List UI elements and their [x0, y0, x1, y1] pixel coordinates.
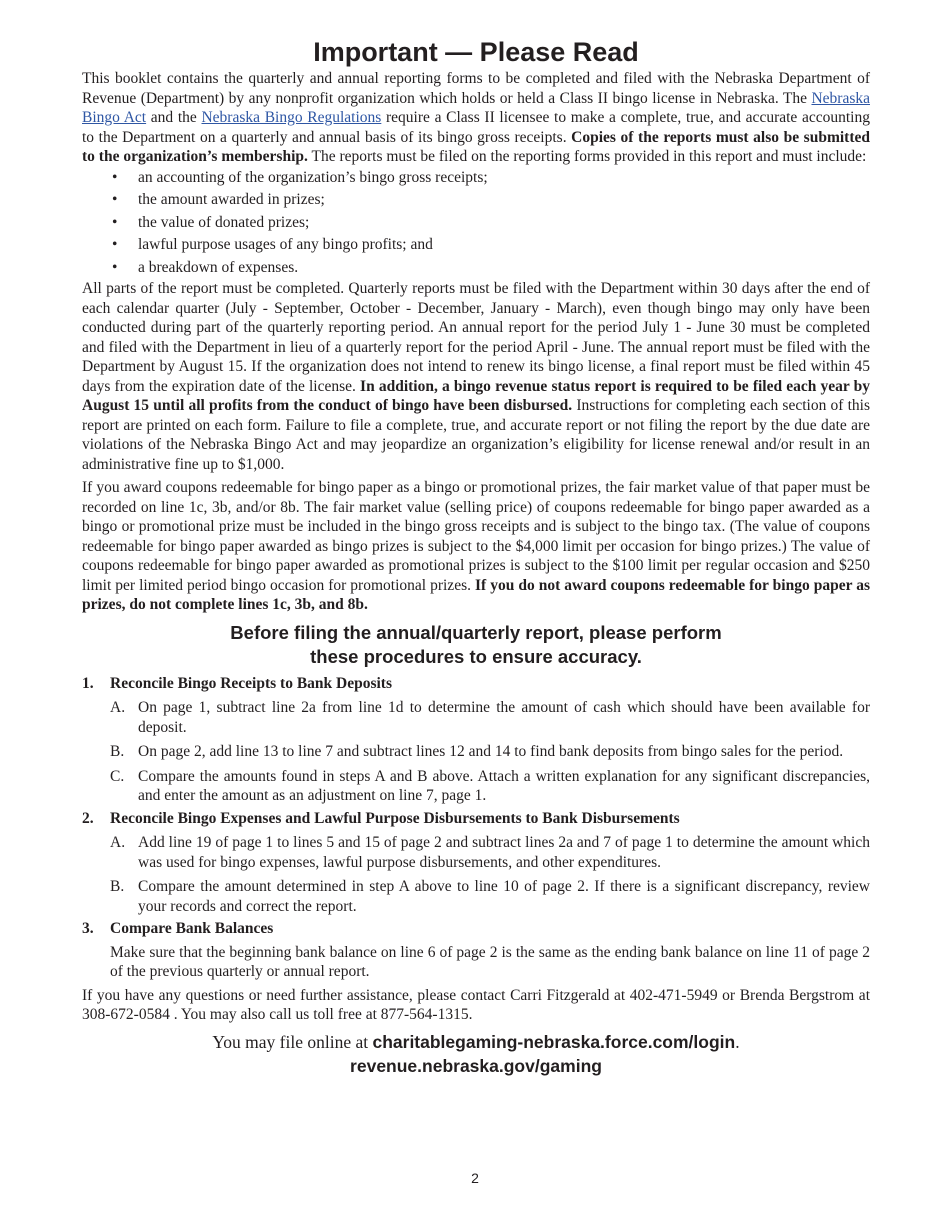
page-number: 2	[471, 1170, 479, 1186]
list-item-text: lawful purpose usages of any bingo profits; and	[138, 236, 433, 253]
list-item-text: the amount awarded in prizes;	[138, 191, 325, 208]
list-item	[82, 167, 870, 190]
intro-text-1: This booklet contains the quarterly and annual reporting forms to be completed and filed with the Nebraska Department of Revenue (Department) by any nonprofit organization which holds or held a Class II bingo license in Nebraska. The	[82, 70, 870, 107]
requirements-list	[82, 167, 870, 280]
file-online-url[interactable]: charitablegaming-nebraska.force.com/login	[372, 1031, 736, 1052]
intro-text-2: and the	[146, 109, 202, 126]
list-item	[82, 257, 870, 280]
coupons-bold-text: If you do not award coupons redeemable for bingo paper as prizes, do not complete lines 1c, 3b, and 8b.	[82, 576, 870, 613]
website-url[interactable]: revenue.nebraska.gov/gaming	[350, 1055, 602, 1076]
step-text: Make sure that the beginning bank balance on line 6 of page 2 is the same as the ending bank balance on line 11 of page 2 of the previous quarterly or annual report.	[110, 943, 870, 980]
bullet-icon: •	[112, 213, 118, 231]
page-title: Important — Please Read	[313, 37, 639, 67]
nebraska-bingo-act-link[interactable]: Nebraska Bingo Act	[82, 89, 870, 126]
list-item-text: an accounting of the organization’s bingo gross receipts;	[138, 168, 488, 186]
step-item	[82, 742, 870, 762]
intro-text-3: require a Class II licensee to make a complete, true, and accurate accounting to the Department on a quarterly and annual basis of its bingo gross receipts.	[82, 109, 870, 146]
step-number: 2.	[82, 809, 94, 827]
bullet-icon: •	[112, 168, 118, 186]
document-page	[82, 36, 870, 1078]
step-item-text: Compare the amounts found in steps A and B above. Attach a written explanation for any significant discrepancies, and enter the amount as an adjustment on line 7, page 1.	[138, 767, 870, 804]
filing-bold-text: In addition, a bingo revenue status report is required to be filed each year by August 15 until all profits from the conduct of bingo have been disbursed.	[82, 377, 871, 414]
list-item-text: a breakdown of expenses.	[138, 258, 299, 276]
step-item-letter: B.	[110, 743, 125, 760]
step-item-letter: C.	[110, 767, 125, 785]
step-number: 3.	[82, 920, 94, 937]
filing-text-1: All parts of the report must be completed. Quarterly reports must be filed with the Department within 30 days after the end of each calendar quarter (July - September, October - December, January - March), even though bingo may only have been conducted during part of the quarterly reporting period. An annual report for the period July 1 - June 30 must be completed and filed with the Department in lieu of a quarterly report for the period April - June. The annual report must be filed with the Department by August 15. If the organization does not intend to renew its bingo license, a final report must be filed within 45 days from the expiration date of the license.	[82, 280, 870, 395]
list-item-text: the value of donated prizes;	[138, 213, 310, 231]
step-item-text: On page 1, subtract line 2a from line 1d to determine the amount of cash which should have been available for deposit.	[138, 699, 870, 736]
step-item-letter: B.	[110, 878, 125, 895]
step-item	[82, 877, 870, 916]
step-heading	[82, 809, 870, 829]
step-item-text: Add line 19 of page 1 to lines 5 and 15 of page 2 and subtract lines 2a and 7 of page 1 to determine the amount which was used for bingo expenses, lawful purpose disbursements, and other expenditures.	[138, 834, 870, 871]
step-heading	[82, 674, 870, 694]
intro-text-4: The reports must be filed on the reporting forms provided in this report and must include:	[307, 148, 867, 165]
procedures-heading-line-2: these procedures to ensure accuracy.	[310, 646, 642, 667]
intro-bold-text: Copies of the reports must also be submitted to the organization’s membership.	[82, 128, 870, 165]
contact-paragraph: If you have any questions or need further assistance, please contact Carri Fitzgerald at 402-471-5949 or Brenda Bergstrom at 308-672-0584 . You may also call us toll free at 877-564-1315.	[82, 986, 870, 1023]
step-title: Reconcile Bingo Receipts to Bank Deposits	[110, 674, 393, 692]
nebraska-bingo-regulations-link[interactable]: Nebraska Bingo Regulations	[201, 109, 382, 126]
filing-requirements-paragraph	[82, 279, 870, 474]
list-item	[82, 189, 870, 212]
procedures-heading	[82, 621, 870, 670]
procedures-heading-line-1: Before filing the annual/quarterly report, please perform	[230, 621, 722, 643]
step-title: Compare Bank Balances	[110, 920, 274, 937]
list-item	[82, 234, 870, 257]
step-title: Reconcile Bingo Expenses and Lawful Purpose Disbursements to Bank Disbursements	[110, 809, 680, 827]
step-item-text: Compare the amount determined in step A above to line 10 of page 2. If there is a significant discrepancy, review your records and correct the report.	[138, 878, 870, 915]
step-item-letter: A.	[110, 834, 126, 851]
coupons-paragraph	[82, 478, 870, 615]
step-item-letter: A.	[110, 699, 126, 716]
coupons-text: If you award coupons redeemable for bingo paper as a bingo or promotional prizes, the fair market value of that paper must be recorded on line 1c, 3b, and/or 8b. The fair market value (selling price) of coupons redeemable for bingo paper awarded as a bingo or promotional prize must be included in the bingo gross receipts and is subject to the bingo tax. (The value of coupons redeemable for bingo paper awarded as bingo prizes is subject to the $4,000 limit per occasion for bingo prizes.) The value of coupons redeemable for bingo paper awarded as promotional prizes is subject to the $100 limit per regular occasion and $250 limit per limited period bingo occasion for promotional prizes.	[82, 479, 870, 594]
list-item	[82, 212, 870, 235]
filing-text-2: Instructions for completing each section of this report are printed on each form. Failure to file a complete, true, and accurate report or not filing the report by the due date are violations of the Nebraska Bingo Act and may jeopardize an organization’s eligibility for license renewal and/or result in an administrative fine up to $1,000.	[82, 397, 871, 473]
step-item	[82, 698, 870, 737]
file-online-suffix: .	[735, 1031, 740, 1052]
intro-paragraph	[82, 69, 870, 167]
bullet-icon: •	[112, 258, 118, 276]
file-online-line	[82, 1030, 870, 1054]
step-heading	[82, 919, 870, 939]
step-number: 1.	[82, 674, 94, 692]
step-item	[82, 767, 870, 806]
step-item	[82, 833, 870, 872]
step-item-text: On page 2, add line 13 to line 7 and subtract lines 12 and 14 to find bank deposits from bingo sales for the period.	[138, 743, 844, 760]
file-online-prefix: You may file online at	[212, 1031, 373, 1052]
bullet-icon: •	[112, 191, 118, 208]
bullet-icon: •	[112, 236, 118, 253]
